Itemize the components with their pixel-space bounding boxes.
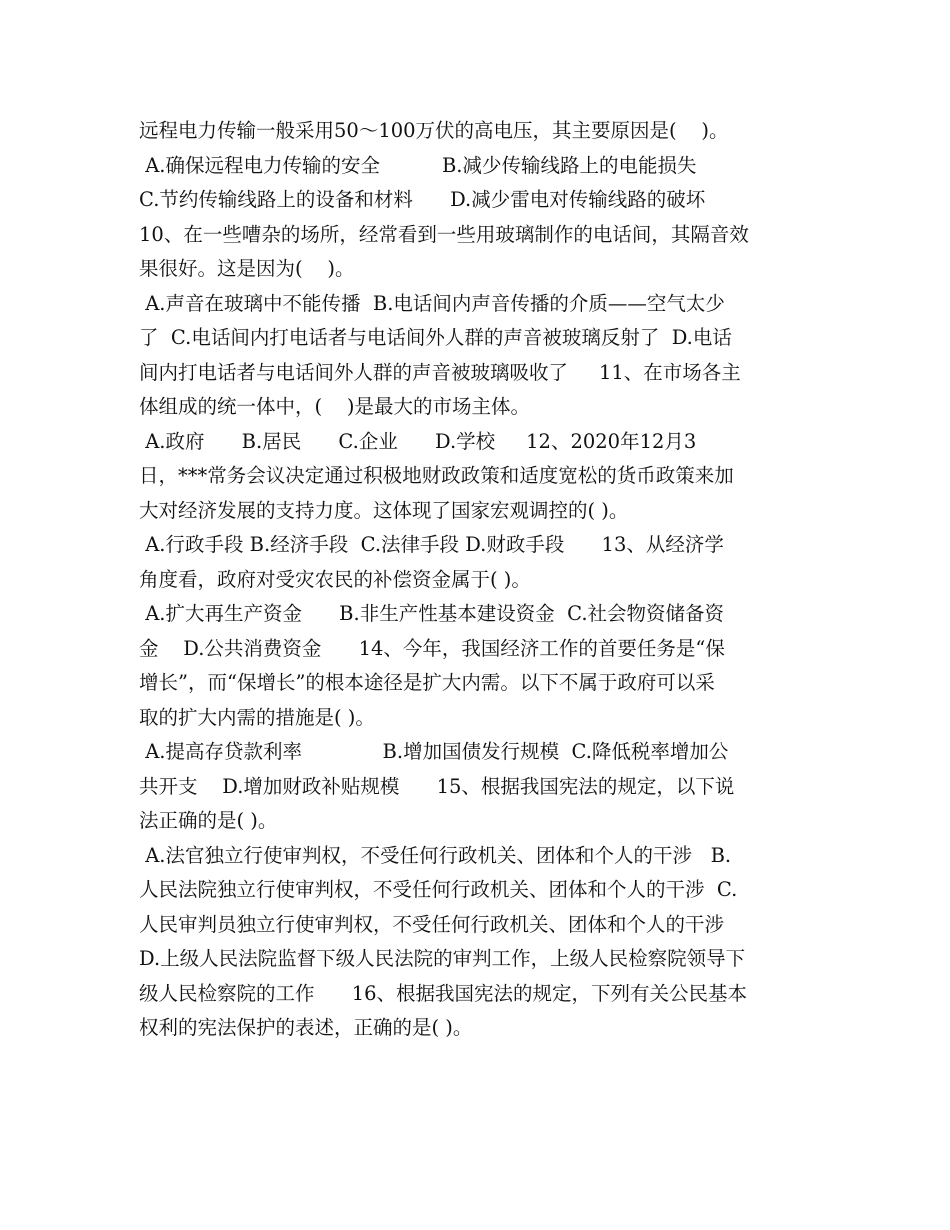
text-line: 增长”，而“保增长”的根本途径是扩大内需。以下不属于政府可以采 — [139, 671, 715, 694]
text-line: 权利的宪法保护的表述，正确的是( )。 — [139, 1016, 473, 1039]
text-line: 体组成的统一体中，( )是最大的市场主体。 — [139, 395, 531, 418]
text-line: 果很好。这是因为( )。 — [139, 257, 355, 280]
text-line: C.节约传输线路上的设备和材料 D.减少雷电对传输线路的破坏 — [139, 188, 706, 211]
text-line: A.扩大再生产资金 B.非生产性基本建设资金 C.社会物资储备资 — [139, 602, 725, 625]
text-line: A.法官独立行使审判权，不受任何行政机关、团体和个人的干涉 B. — [139, 843, 732, 867]
text-line: A.确保远程电力传输的安全 B.减少传输线路上的电能损失 — [139, 153, 697, 177]
text-line: 法正确的是( )。 — [139, 809, 278, 832]
text-line: 取的扩大内需的措施是( )。 — [139, 705, 375, 729]
text-line: A.声音在玻璃中不能传播 B.电话间内声音传播的介质——空气太少 — [139, 291, 725, 315]
text-line: 间内打电话者与电话间外人群的声音被玻璃吸收了 11、在市场各主 — [139, 360, 741, 384]
text-line: 了 C.电话间内打电话者与电话间外人群的声音被玻璃反射了 D.电话 — [139, 326, 732, 349]
text-line: 10、在一些嘈杂的场所，经常看到一些用玻璃制作的电话间，其隔音效 — [139, 222, 749, 246]
text-line: A.提高存贷款利率 B.增加国债发行规模 C.降低税率增加公 — [139, 740, 729, 763]
text-line: A.行政手段 B.经济手段 C.法律手段 D.财政手段 13、从经济学 — [139, 533, 724, 556]
text-line: D.上级人民法院监督下级人民法院的审判工作，上级人民检察院领导下 — [139, 947, 746, 970]
text-line: 人民审判员独立行使审判权，不受任何行政机关、团体和个人的干涉 — [139, 912, 725, 936]
text-line: A.政府 B.居民 C.企业 D.学校 12、2020年12月3 — [139, 429, 697, 453]
text-line: 远程电力传输一般采用50～100万伏的高电压，其主要原因是( )。 — [139, 119, 729, 142]
text-line: 共开支 D.增加财政补贴规模 15、根据我国宪法的规定，以下说 — [139, 774, 735, 798]
text-line: 金 D.公共消费资金 14、今年，我国经济工作的首要任务是“保 — [139, 636, 725, 660]
text-line: 日，***常务会议决定通过积极地财政政策和适度宽松的货币政策来加 — [139, 464, 734, 487]
document-text-block — [139, 114, 819, 1046]
text-line: 角度看，政府对受灾农民的补偿资金属于( )。 — [139, 567, 531, 591]
text-line: 人民法院独立行使审判权，不受任何行政机关、团体和个人的干涉 C. — [139, 878, 738, 901]
text-line: 级人民检察院的工作 16、根据我国宪法的规定，下列有关公民基本 — [139, 981, 748, 1005]
text-line: 大对经济发展的支持力度。这体现了国家宏观调控的( )。 — [139, 498, 629, 522]
